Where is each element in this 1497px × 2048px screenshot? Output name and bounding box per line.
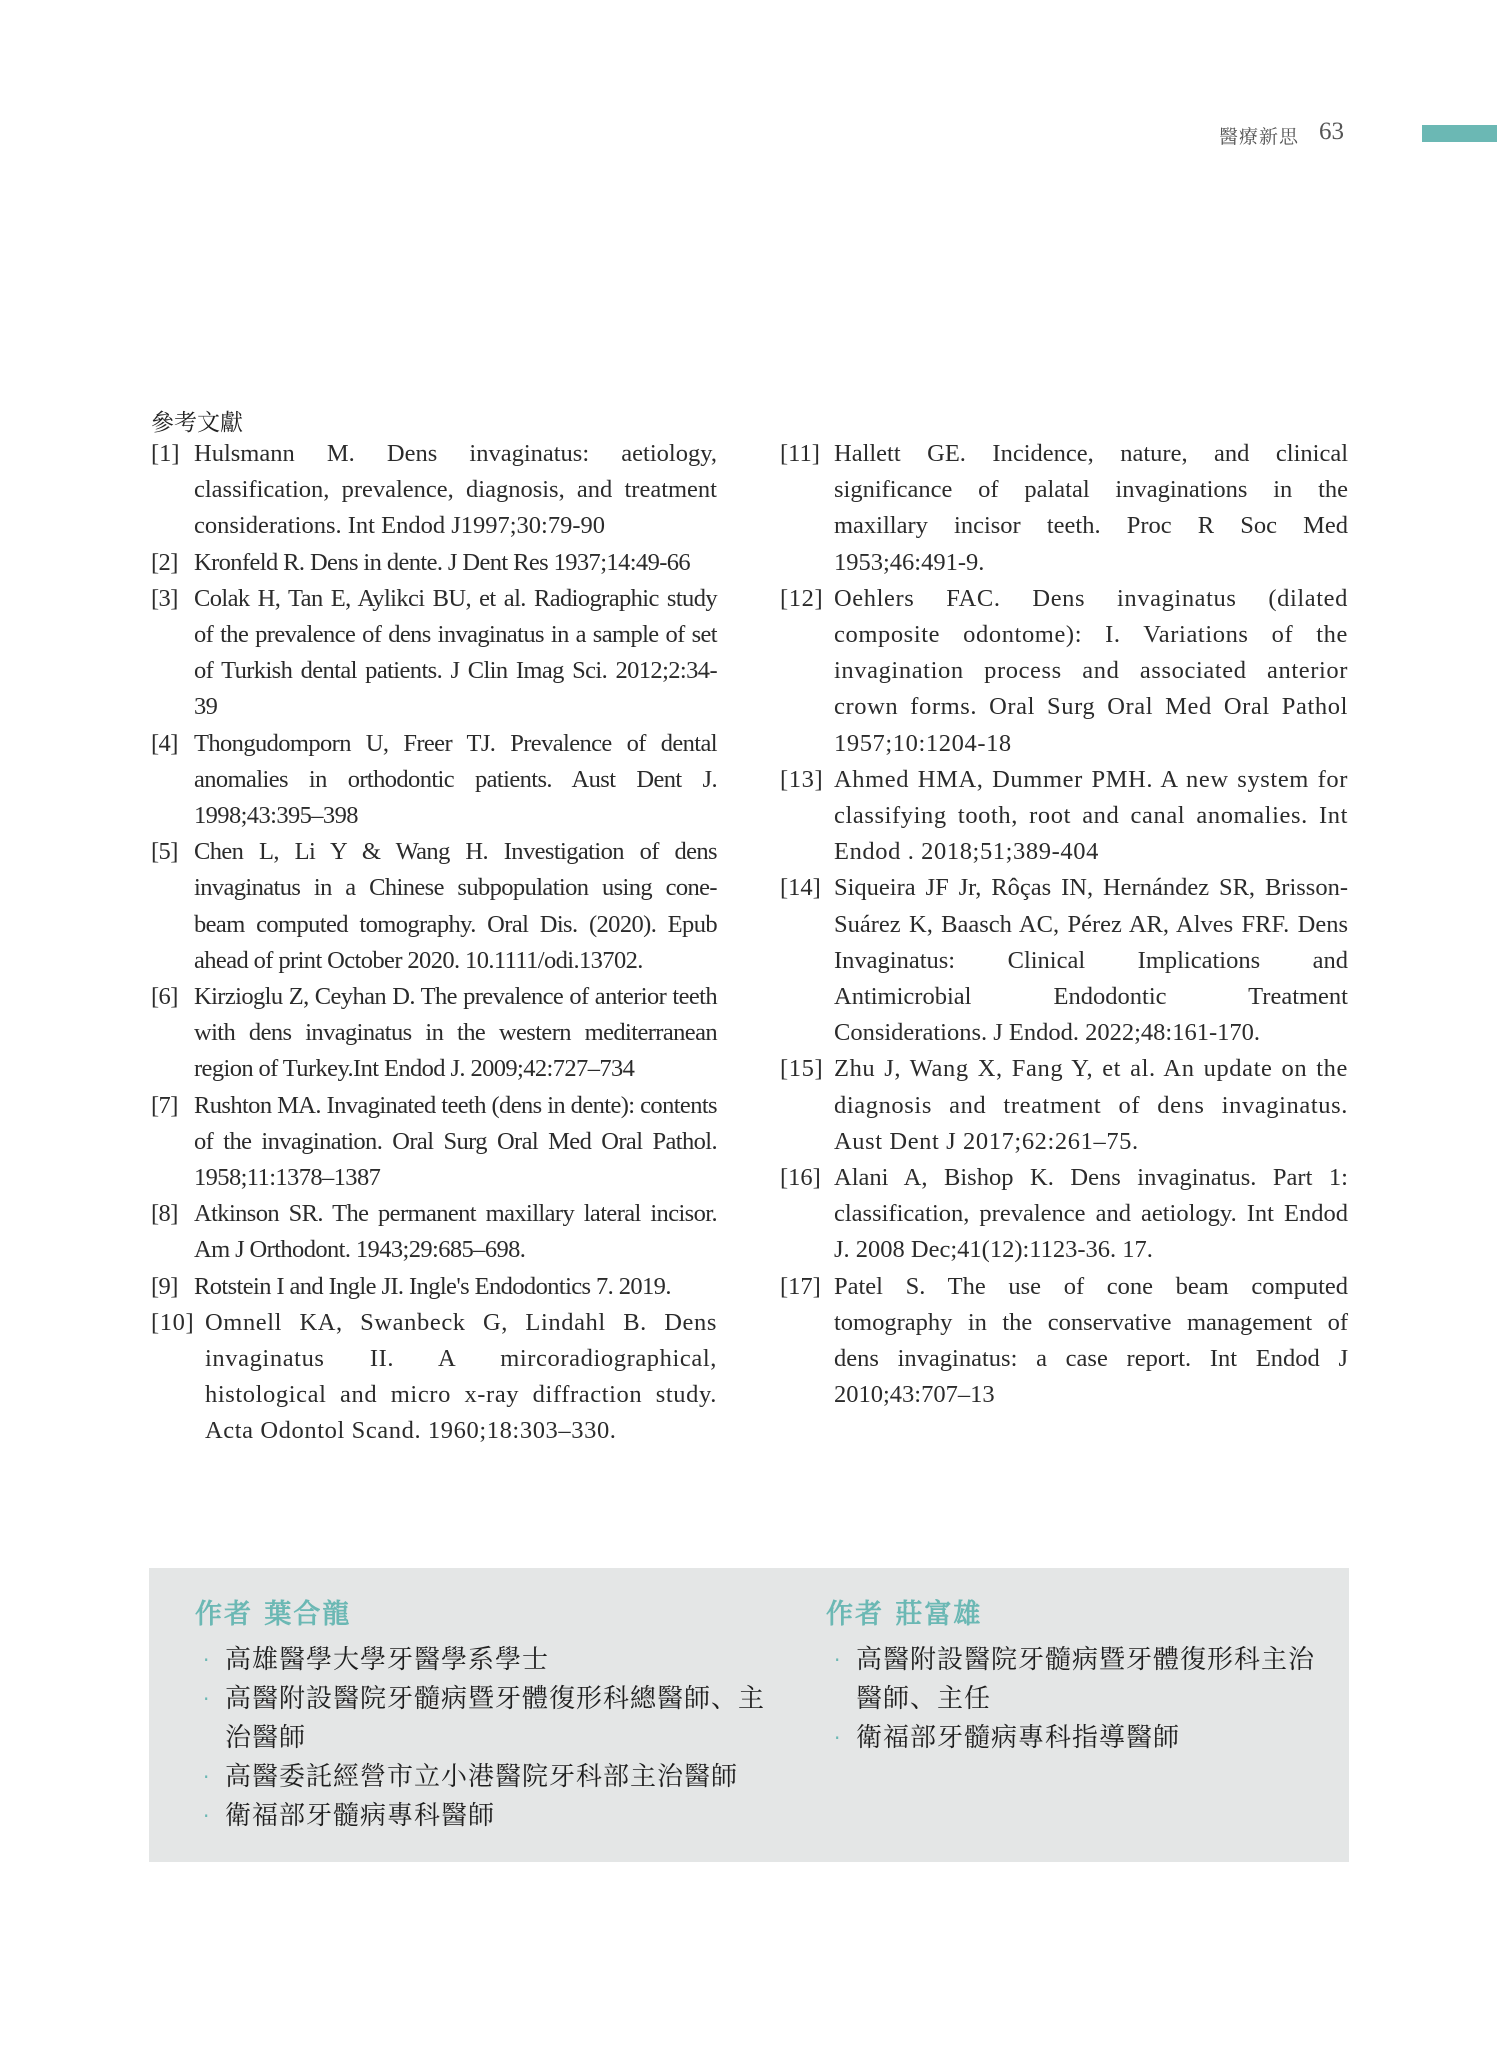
affiliation-item xyxy=(195,1641,775,1680)
reference-number: [12] xyxy=(780,584,824,612)
reference-text: Siqueira JF Jr, Rôças IN, Hernández SR, Brisson-Suárez K, Baasch AC, Pérez AR, Alves FRF. Dens Invaginatus: Clinical Implications and Antimicrobial Endodontic Treatment Considerations. J Endod. 2022;48:161-170. xyxy=(834,874,1348,1047)
reference-number: [8] xyxy=(151,1200,178,1228)
reference-text: Thongudomporn U, Freer TJ. Prevalence of dental anomalies in orthodontic patients. Aust Dent J. 1998;43:395–398 xyxy=(194,729,717,830)
reference-text: Hallett GE. Incidence, nature, and clinical significance of palatal invaginations in the maxillary incisor teeth. Proc R Soc Med 1953;46:491-9. xyxy=(834,440,1348,576)
reference-number: [6] xyxy=(151,983,178,1011)
reference-item xyxy=(780,1051,1348,1160)
affiliation-list xyxy=(195,1641,775,1836)
affiliation-text: 高雄醫學大學牙醫學系學士 xyxy=(225,1645,550,1675)
author-block xyxy=(195,1592,775,1836)
reference-item xyxy=(151,1196,717,1268)
reference-text: Kronfeld R. Dens in dente. J Dent Res 1937;14:49-66 xyxy=(194,548,691,576)
reference-number: [1] xyxy=(151,440,180,467)
reference-number: [15] xyxy=(780,1055,824,1083)
affiliation-text: 衛福部牙髓病專科醫師 xyxy=(225,1801,496,1831)
reference-item xyxy=(151,834,717,979)
reference-item xyxy=(151,436,717,545)
reference-number: [13] xyxy=(780,765,824,793)
affiliation-item xyxy=(195,1758,775,1797)
reference-item xyxy=(151,1269,717,1305)
affiliation-text: 衛福部牙髓病專科指導醫師 xyxy=(856,1723,1181,1753)
reference-text: Oehlers FAC. Dens invaginatus (dilated composite odontome): I. Variations of the invagination process and associated anterior crown forms. Oral Surg Oral Med Oral Pathol 1957;10:1204-18 xyxy=(834,584,1348,757)
bullet-icon: · xyxy=(834,1726,842,1750)
bullet-icon: · xyxy=(834,1648,842,1672)
reference-number: [7] xyxy=(151,1091,178,1119)
author-block xyxy=(826,1592,1326,1758)
reference-item xyxy=(780,436,1348,581)
reference-number: [17] xyxy=(780,1272,821,1300)
affiliation-item xyxy=(195,1680,775,1758)
reference-text: Chen L, Li Y & Wang H. Investigation of dens invaginatus in a Chinese subpopulation using cone-beam computed tomography. Oral Dis. (2020). Epub ahead of print October 2020. 10.1111/odi.13702. xyxy=(194,838,717,974)
reference-item xyxy=(780,1269,1348,1414)
bullet-icon: · xyxy=(203,1765,211,1789)
affiliation-item xyxy=(826,1719,1326,1758)
reference-number: [9] xyxy=(151,1272,178,1300)
affiliation-text: 高醫委託經營市立小港醫院牙科部主治醫師 xyxy=(225,1762,739,1792)
reference-number: [14] xyxy=(780,874,821,902)
reference-item xyxy=(780,762,1348,871)
bullet-icon: · xyxy=(203,1804,211,1828)
reference-text: Patel S. The use of cone beam computed tomography in the conservative management of dens invaginatus: a case report. Int Endod J 2010;43:707–13 xyxy=(834,1272,1348,1409)
reference-item xyxy=(151,545,717,581)
reference-text: Zhu J, Wang X, Fang Y, et al. An update on the diagnosis and treatment of dens invaginatus. Aust Dent J 2017;62:261–75. xyxy=(834,1055,1348,1155)
author-title: 作者 莊富雄 xyxy=(826,1599,983,1630)
bullet-icon: · xyxy=(203,1687,211,1711)
affiliation-text: 高醫附設醫院牙髓病暨牙體復形科總醫師、主治醫師 xyxy=(225,1684,766,1753)
affiliation-list xyxy=(826,1641,1326,1758)
reference-item xyxy=(151,726,717,835)
reference-item xyxy=(151,979,717,1088)
author-title: 作者 葉合龍 xyxy=(195,1599,352,1630)
reference-number: [4] xyxy=(151,729,178,757)
reference-item xyxy=(151,1305,717,1450)
reference-number: [2] xyxy=(151,548,178,576)
affiliation-item xyxy=(826,1641,1326,1719)
reference-item xyxy=(151,581,717,726)
reference-text: Atkinson SR. The permanent maxillary lateral incisor. Am J Orthodont. 1943;29:685–698. xyxy=(194,1200,717,1264)
reference-item xyxy=(151,1088,717,1197)
reference-item xyxy=(780,870,1348,1051)
bullet-icon: · xyxy=(203,1648,211,1672)
reference-text: Ahmed HMA, Dummer PMH. A new system for classifying tooth, root and canal anomalies. Int Endod . 2018;51;389-404 xyxy=(834,765,1348,866)
references-heading: 參考文獻 xyxy=(151,410,243,436)
references-column-left xyxy=(151,436,717,1450)
reference-number: [11] xyxy=(780,440,820,467)
reference-text: Rotstein I and Ingle JI. Ingle's Endodontics 7. 2019. xyxy=(194,1272,671,1300)
accent-bar xyxy=(1422,125,1497,142)
page-number: 63 xyxy=(1319,118,1344,145)
author-info-box xyxy=(149,1568,1349,1862)
reference-item xyxy=(780,581,1348,762)
page-header xyxy=(0,116,1497,156)
affiliation-text: 高醫附設醫院牙髓病暨牙體復形科主治醫師、主任 xyxy=(856,1645,1316,1714)
reference-text: Hulsmann M. Dens invaginatus: aetiology, classification, prevalence, diagnosis, and treatment considerations. Int Endod J1997;30:79-90 xyxy=(194,440,717,540)
reference-text: Colak H, Tan E, Aylikci BU, et al. Radiographic study of the prevalence of dens invaginatus in a sample of set of Turkish dental patients. J Clin Imag Sci. 2012;2:34-39 xyxy=(194,584,717,721)
reference-number: [3] xyxy=(151,584,178,612)
reference-number: [5] xyxy=(151,838,178,866)
references-column-right xyxy=(780,436,1348,1413)
reference-text: Omnell KA, Swanbeck G, Lindahl B. Dens invaginatus II. A mircoradiographical, histological and micro x-ray diffraction study. Acta Odontol Scand. 1960;18:303–330. xyxy=(205,1308,717,1445)
reference-item xyxy=(780,1160,1348,1269)
reference-text: Kirzioglu Z, Ceyhan D. The prevalence of anterior teeth with dens invaginatus in the western mediterranean region of Turkey.Int Endod J. 2009;42:727–734 xyxy=(194,983,717,1083)
journal-name: 醫療新思 xyxy=(1218,126,1299,148)
reference-text: Alani A, Bishop K. Dens invaginatus. Part 1: classification, prevalence and aetiology. Int Endod J. 2008 Dec;41(12):1123-36. 17. xyxy=(834,1164,1348,1264)
reference-text: Rushton MA. Invaginated teeth (dens in dente): contents of the invagination. Oral Surg Oral Med Oral Pathol. 1958;11:1378–1387 xyxy=(194,1091,717,1192)
affiliation-item xyxy=(195,1797,775,1836)
reference-number: [16] xyxy=(780,1164,821,1192)
reference-number: [10] xyxy=(151,1308,195,1336)
